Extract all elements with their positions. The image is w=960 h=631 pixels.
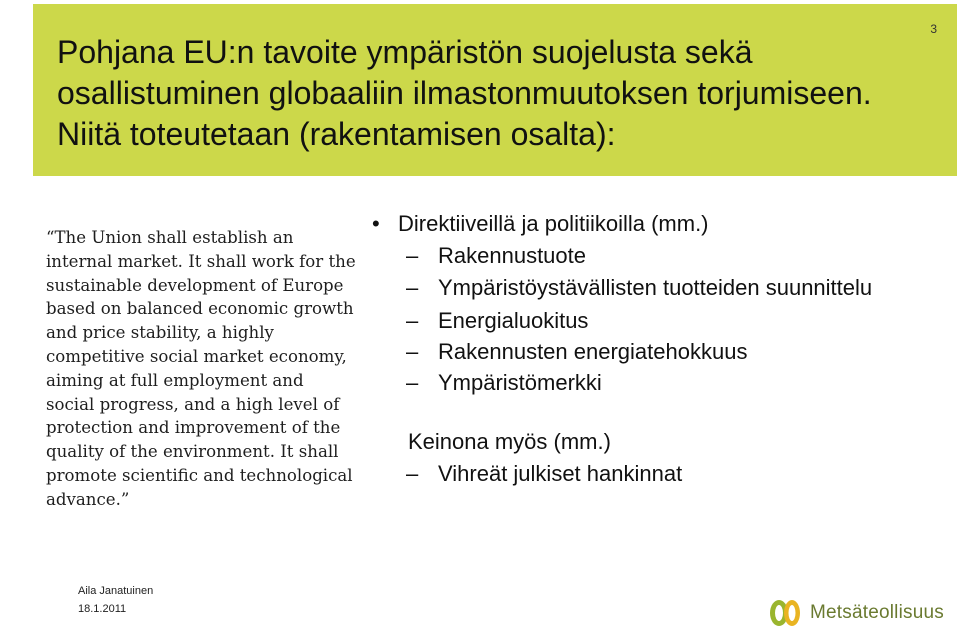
page-number: 3 [930, 22, 937, 36]
logo-text: Metsäteollisuus [810, 602, 944, 623]
title-band [33, 4, 957, 176]
secondary-item-text: Vihreät julkiset hankinnat [438, 461, 683, 486]
sub-item [372, 273, 952, 302]
secondary-item [372, 458, 952, 489]
footer-date: 18.1.2011 [78, 603, 127, 615]
main-bullet-text: Direktiiveillä ja politiikoilla (mm.) [398, 211, 709, 236]
slide-title: Pohjana EU:n tavoite ympäristön suojelusta sekä osallistuminen globaaliin ilmastonmuutoksen torjumiseen. Niitä toteutetaan (rakentamisen osalta): [57, 34, 872, 152]
company-logo [768, 598, 944, 628]
dash-icon: – [406, 275, 419, 300]
footer-author: Aila Janatuinen [78, 585, 154, 597]
sub-item-text: Ympäristömerkki [438, 370, 602, 395]
main-bullet [372, 208, 952, 240]
dash-icon: – [406, 243, 419, 268]
logo-leaf-icon [768, 598, 802, 628]
dash-icon: – [406, 370, 419, 395]
sub-item [372, 305, 952, 336]
sub-item [372, 336, 952, 367]
sub-item-text: Ympäristöystävällisten tuotteiden suunnittelu [438, 275, 873, 300]
sub-item-text: Rakennusten energiatehokkuus [438, 339, 748, 364]
sub-item [372, 240, 952, 271]
bullet-icon: • [372, 211, 380, 236]
sub-item-text: Rakennustuote [438, 243, 586, 268]
secondary-heading: Keinona myös (mm.) [408, 429, 611, 454]
eu-treaty-quote: “The Union shall establish an internal market. It shall work for the sustainable development of Europe based on balanced economic growth and price stability, a highly competitive social market economy, aiming at full employment and social progress, and a high level of protection and improvement of the quality of the environment. It shall promote scientific and technological advance.” [46, 228, 356, 509]
spacer [372, 398, 952, 426]
dash-icon: – [406, 339, 419, 364]
sub-item-text: Energialuokitus [438, 308, 589, 333]
dash-icon: – [406, 308, 419, 333]
content-list [372, 208, 952, 489]
sub-item [372, 367, 952, 398]
dash-icon: – [406, 461, 419, 486]
